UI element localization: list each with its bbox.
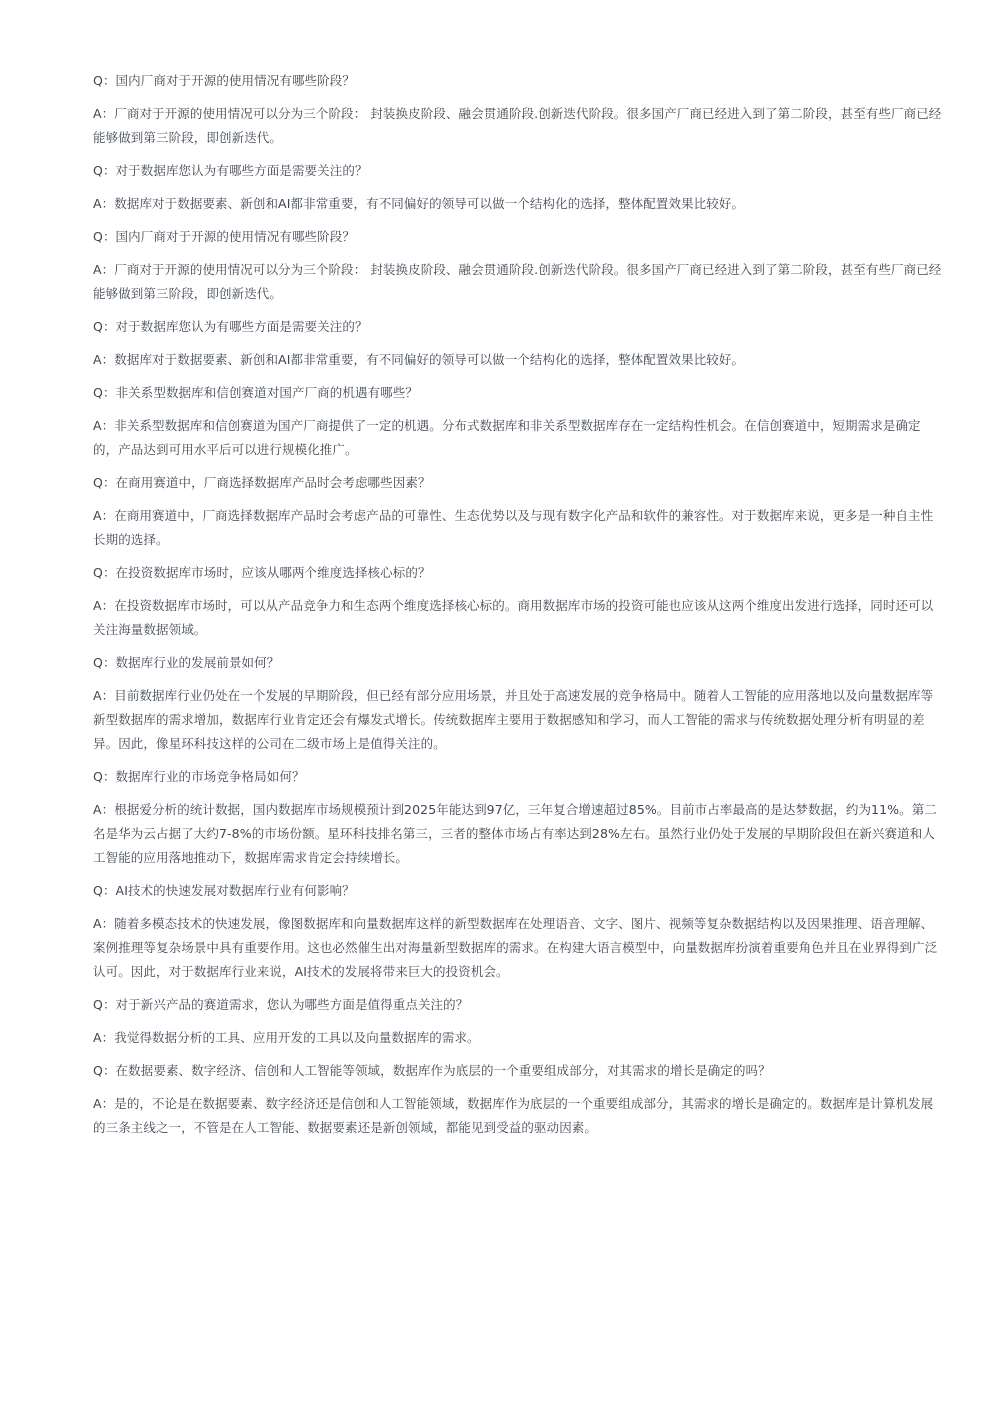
question-11: Q：对于新兴产品的赛道需求，您认为哪些方面是值得重点关注的？ [93,997,469,1012]
answer-12: A：是的，不论是在数据要素、数字经济还是信创和人工智能领域，数据库作为底层的一个重要组成部分，其需求的增长是确定的。数据库是计算机发展的三条主线之一，不管是在人工智能、数据要素还是新创领域，都能见到受益的驱动因素。 [93,1096,934,1135]
answer-8: A：目前数据库行业仍处在一个发展的早期阶段，但已经有部分应用场景，并且处于高速发展的竞争格局中。随着人工智能的应用落地以及向量数据库等新型数据库的需求增加，数据库行业肯定还会有爆发式增长。传统数据库主要用于数据感知和学习，而人工智能的需求与传统数据处理分析有明显的差异。因此，像星环科技这样的公司在二级市场上是值得关注的。 [93,688,934,751]
question-3: Q：国内厂商对于开源的使用情况有哪些阶段？ [93,229,355,244]
question-4: Q：对于数据库您认为有哪些方面是需要关注的？ [93,319,368,334]
question-2: Q：对于数据库您认为有哪些方面是需要关注的？ [93,163,368,178]
answer-7: A：在投资数据库市场时，可以从产品竞争力和生态两个维度选择核心标的。商用数据库市场的投资可能也应该从这两个维度出发进行选择，同时还可以关注海量数据领域。 [93,598,934,637]
answer-9: A：根据爱分析的统计数据，国内数据库市场规模预计到2025年能达到97亿，三年复合增速超过85%。目前市占率最高的是达梦数据，约为11%。第二名是华为云占据了大约7-8%的市场份额。星环科技排名第三，三者的整体市场占有率达到28%左右。虽然行业仍处于发展的早期阶段但在新兴赛道和人工智能的应用落地推动下，数据库需求肯定会持续增长。 [93,802,937,865]
question-7: Q：在投资数据库市场时，应该从哪两个维度选择核心标的？ [93,565,431,580]
question-9: Q：数据库行业的市场竞争格局如何？ [93,769,305,784]
answer-2: A：数据库对于数据要素、新创和AI都非常重要，有不同偏好的领导可以做一个结构化的选择，整体配置效果比较好。 [93,196,745,211]
answer-11: A：我觉得数据分析的工具、应用开发的工具以及向量数据库的需求。 [93,1030,480,1045]
question-1: Q：国内厂商对于开源的使用情况有哪些阶段？ [93,73,355,88]
answer-4: A：数据库对于数据要素、新创和AI都非常重要，有不同偏好的领导可以做一个结构化的选择，整体配置效果比较好。 [93,352,745,367]
question-10: Q：AI技术的快速发展对数据库行业有何影响？ [93,883,355,898]
question-6: Q：在商用赛道中，厂商选择数据库产品时会考虑哪些因素？ [93,475,431,490]
question-8: Q：数据库行业的发展前景如何？ [93,655,280,670]
answer-10: A：随着多模态技术的快速发展，像图数据库和向量数据库这样的新型数据库在处理语音、文字、图片、视频等复杂数据结构以及因果推理、语音理解、案例推理等复杂场景中具有重要作用。这也必然催生出对海量新型数据库的需求。在构建大语言模型中，向量数据库扮演着重要角色并且在业界得到广泛认可。因此，对于数据库行业来说，AI技术的发展将带来巨大的投资机会。 [93,916,938,979]
question-12: Q：在数据要素、数字经济、信创和人工智能等领域，数据库作为底层的一个重要组成部分，对其需求的增长是确定的吗？ [93,1063,771,1078]
answer-5: A：非关系型数据库和信创赛道为国产厂商提供了一定的机遇。分布式数据库和非关系型数据库存在一定结构性机会。在信创赛道中，短期需求是确定的，产品达到可用水平后可以进行规模化推广。 [93,418,921,457]
answer-6: A：在商用赛道中，厂商选择数据库产品时会考虑产品的可靠性、生态优势以及与现有数字化产品和软件的兼容性。对于数据库来说，更多是一种自主性长期的选择。 [93,508,934,547]
answer-3: A：厂商对于开源的使用情况可以分为三个阶段： 封装换皮阶段、融会贯通阶段.创新迭代阶段。很多国产厂商已经进入到了第二阶段，甚至有些厂商已经能够做到第三阶段，即创新迭代。 [93,262,942,301]
answer-1: A：厂商对于开源的使用情况可以分为三个阶段： 封装换皮阶段、融会贯通阶段.创新迭代阶段。很多国产厂商已经进入到了第二阶段，甚至有些厂商已经能够做到第三阶段，即创新迭代。 [93,106,942,145]
question-5: Q：非关系型数据库和信创赛道对国产厂商的机遇有哪些？ [93,385,418,400]
document-body [93,69,945,1149]
